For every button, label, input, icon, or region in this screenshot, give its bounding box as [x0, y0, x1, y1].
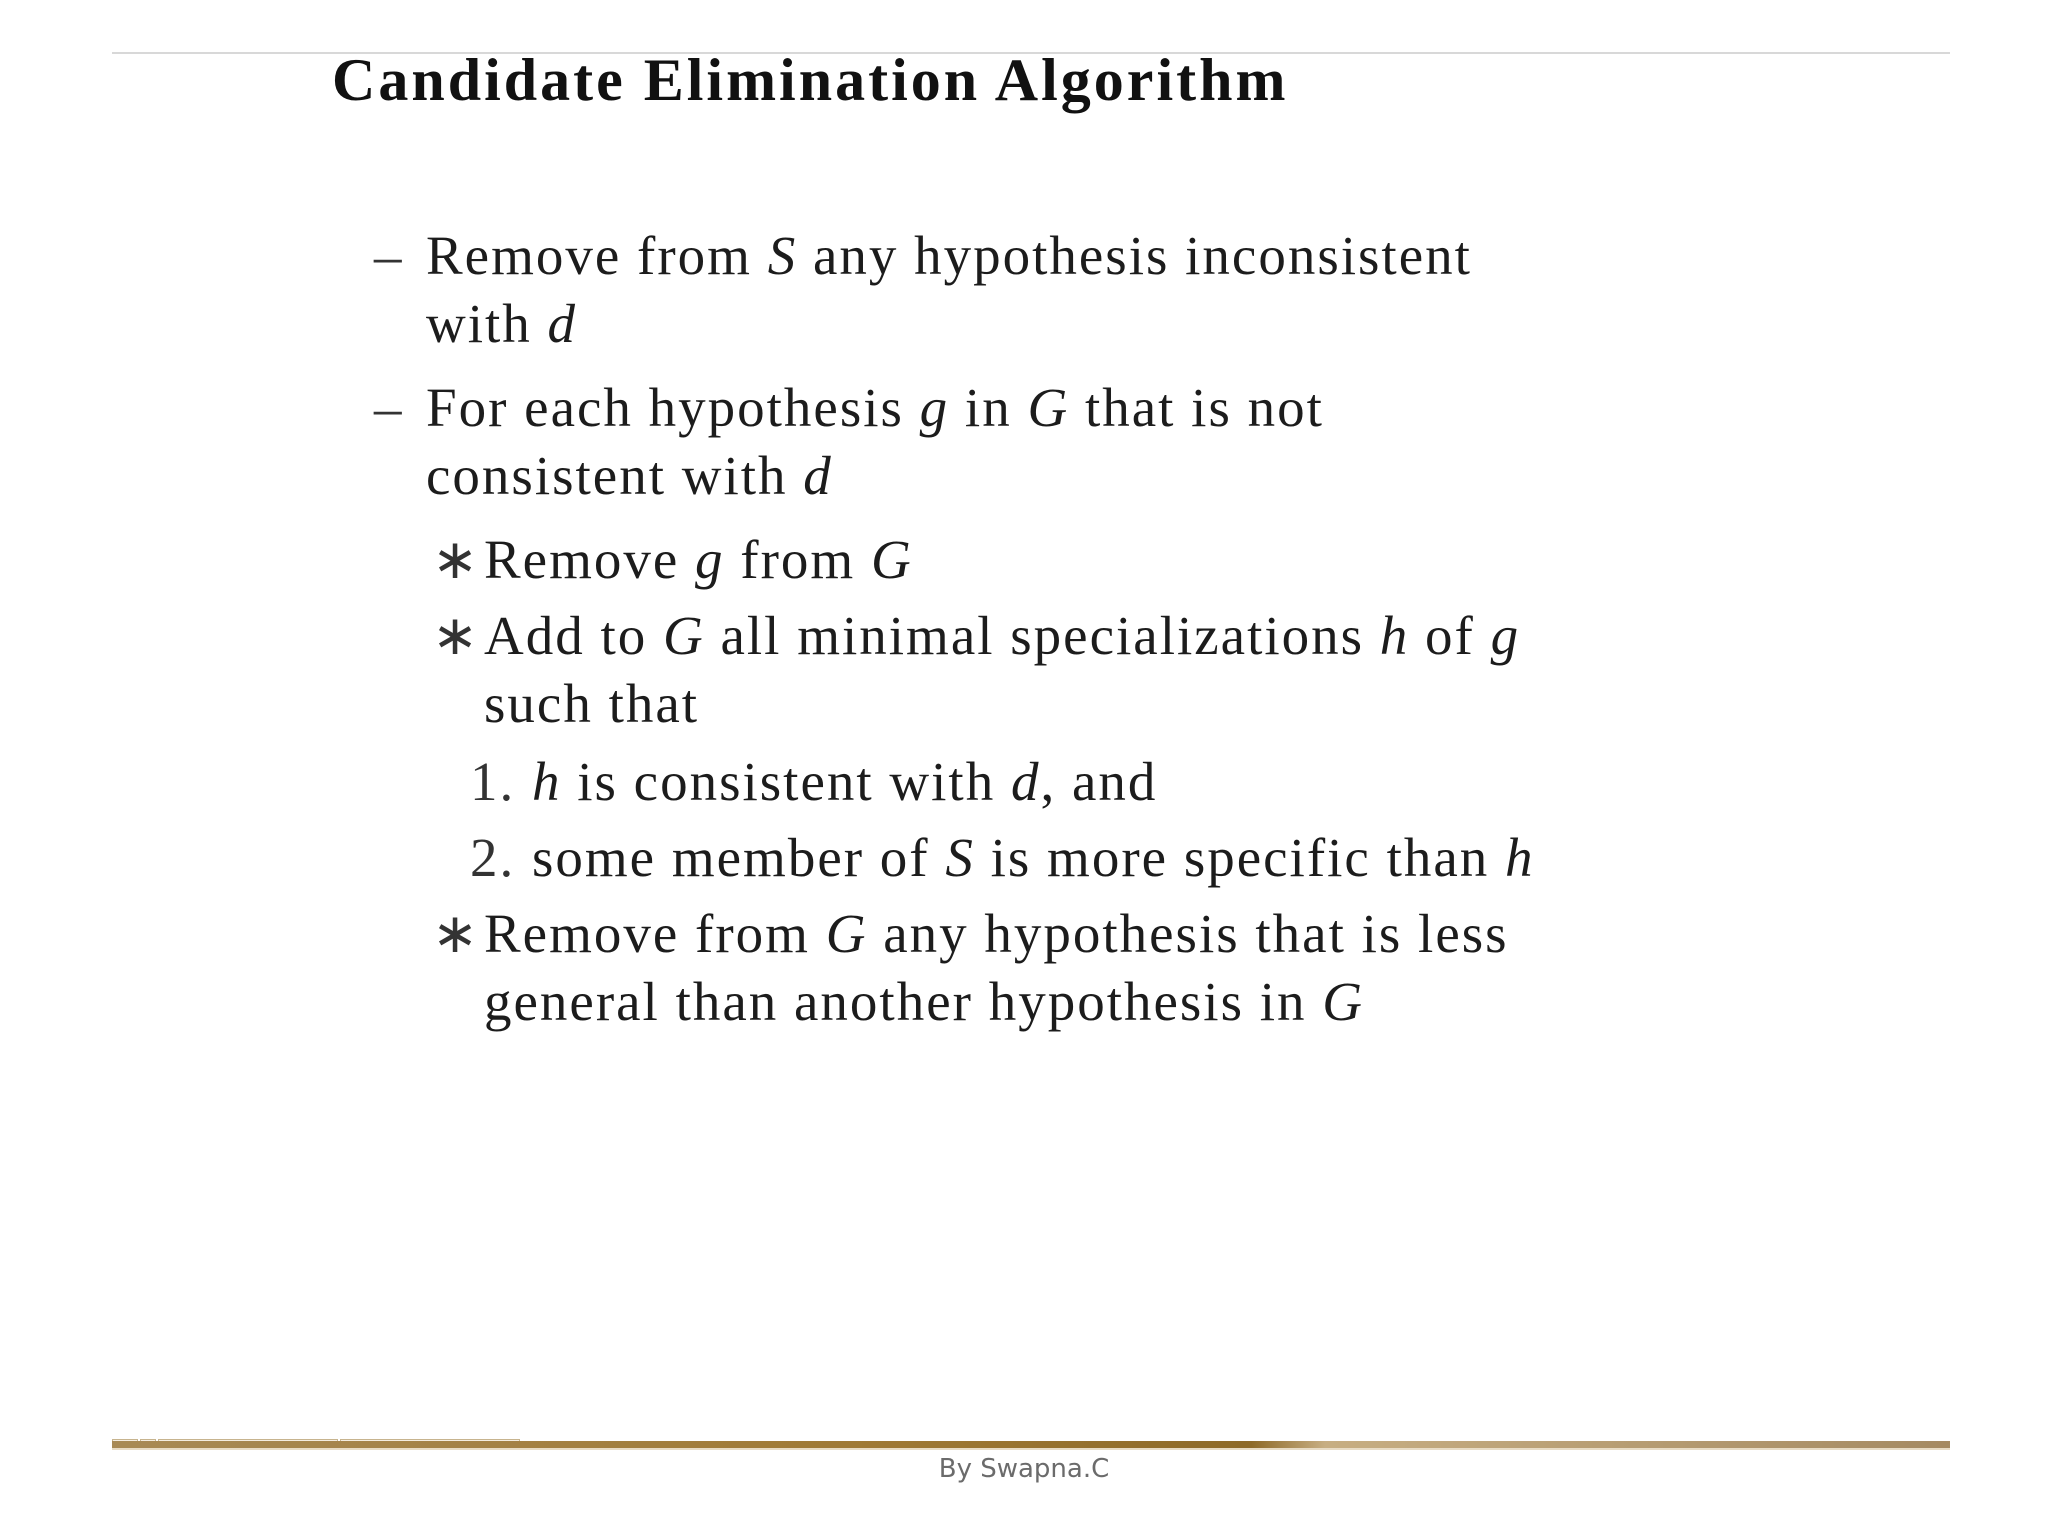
numbered-line: h is consistent with d, and [532, 751, 1158, 812]
dash-marker: – [374, 377, 404, 438]
slide-title: Candidate Elimination Algorithm [332, 47, 1289, 113]
footer-author: By Swapna.C [938, 1454, 1110, 1484]
asterisk-marker: ∗ [432, 903, 481, 964]
bullet-line: Remove from S any hypothesis inconsistent [426, 225, 1472, 286]
bullet-line: such that [484, 673, 700, 734]
bullet-line: general than another hypothesis in G [484, 971, 1364, 1032]
dash-marker: – [374, 225, 404, 286]
bullet-remove-from-s [374, 222, 1472, 358]
numbered-item-1 [470, 748, 1157, 816]
asterisk-marker: ∗ [432, 605, 481, 666]
sub-bullet-remove-less-general [432, 900, 1509, 1036]
sub-bullet-remove-g [432, 526, 913, 594]
bullet-line: Add to G all minimal specializations h of g [484, 605, 1521, 666]
numbered-line: some member of S is more specific than h [532, 827, 1535, 888]
bullet-line: consistent with d [426, 445, 833, 506]
footer-divider-shadow [112, 1448, 1950, 1450]
bullet-line: For each hypothesis g in G that is not [426, 377, 1324, 438]
sub-bullet-add-specializations [432, 602, 1520, 738]
number-marker: 1. [470, 751, 516, 812]
numbered-item-2 [470, 824, 1535, 892]
footer-divider [112, 1441, 1950, 1448]
asterisk-marker: ∗ [432, 529, 481, 590]
bullet-for-each-g [374, 374, 1324, 510]
bullet-line: Remove g from G [484, 529, 913, 590]
bullet-line: with d [426, 293, 578, 354]
number-marker: 2. [470, 827, 516, 888]
bullet-line: Remove from G any hypothesis that is less [484, 903, 1509, 964]
